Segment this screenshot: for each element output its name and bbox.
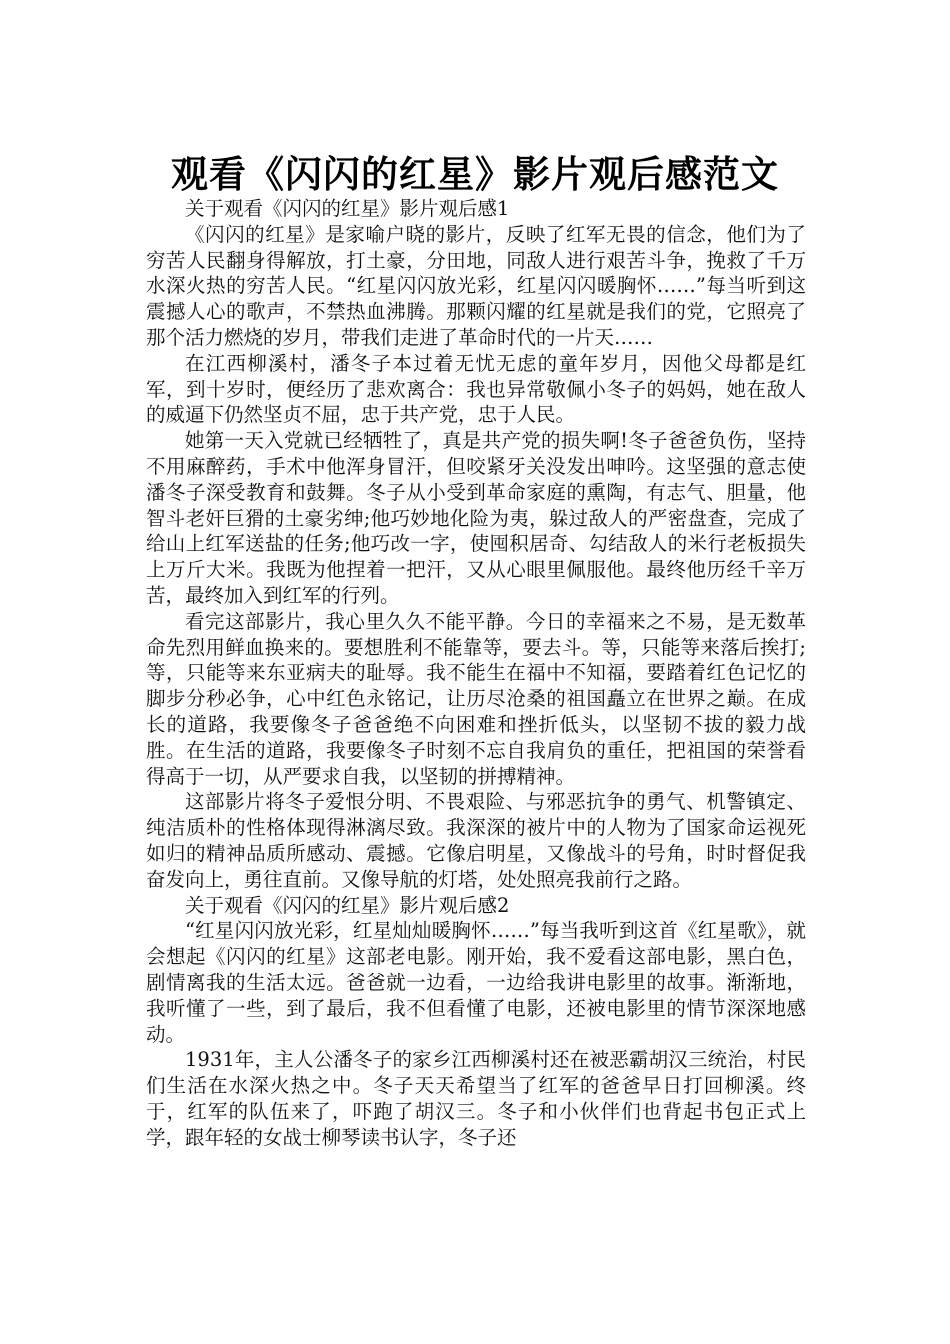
paragraph: 看完这部影片，我心里久久不能平静。今日的幸福来之不易，是无数革命先烈用鲜血换来的。要想胜利不能靠等，要去斗。等，只能等来落后挨打;等，只能等来东亚病夫的耻辱。我不能生在福中不知福，要踏着红色记忆的脚步分秒必争，心中红色永铭记，让历尽沧桑的祖国矗立在世界之巅。在成长的道路，我要像冬子爸爸绝不向困难和挫折低头，以坚韧不拔的毅力战胜。在生活的道路，我要像冬子时刻不忘自我肩负的重任，把祖国的荣誉看得高于一切，从严要求自我，以坚韧的拼搏精神。 [146, 609, 806, 788]
section-heading-1: 关于观看《闪闪的红星》影片观后感1 [185, 197, 510, 220]
paragraph: 这部影片将冬子爱恨分明、不畏艰险、与邪恶抗争的勇气、机警镇定、纯洁质朴的性格体现得淋漓尽致。我深深的被片中的人物为了国家命运视死如归的精神品质所感动、震撼。它像启明星，又像战斗的号角，时时督促我奋发向上，勇往直前。又像导航的灯塔，处处照亮我前行之路。 [146, 790, 806, 891]
section-heading-2: 关于观看《闪闪的红星》影片观后感2 [185, 893, 510, 917]
paragraph: 《闪闪的红星》是家喻户晓的影片，反映了红军无畏的信念，他们为了穷苦人民翻身得解放，打土豪，分田地，同敌人进行艰苦斗争，挽救了千万水深火热的穷苦人民。“红星闪闪放光彩，红星闪闪暖胸怀……”每当听到这震撼人心的歌声，不禁热血沸腾。那颗闪耀的红星就是我们的党，它照亮了那个活力燃烧的岁月，带我们走进了革命时代的一片天…… [146, 222, 806, 349]
paragraph: “红星闪闪放光彩，红星灿灿暖胸怀……”每当我听到这首《红星歌》，就会想起《闪闪的红星》这部老电影。刚开始，我不爱看这部电影，黑白色，剧情离我的生活太远。爸爸就一边看，一边给我讲电影里的故事。渐渐地，我听懂了一些，到了最后，我不但看懂了电影，还被电影里的情节深深地感动。 [146, 919, 806, 1046]
paragraph: 1931年，主人公潘冬子的家乡江西柳溪村还在被恶霸胡汉三统治，村民们生活在水深火热之中。冬子天天希望当了红军的爸爸早日打回柳溪。终于，红军的队伍来了，吓跑了胡汉三。冬子和小伙伴们也背起书包正式上学，跟年轻的女战士柳琴读书认字，冬子还 [146, 1048, 806, 1149]
paragraph: 在江西柳溪村，潘冬子本过着无忧无虑的童年岁月，因他父母都是红军，到十岁时，便经历了悲欢离合：我也异常敬佩小冬子的妈妈，她在敌人的威逼下仍然坚贞不屈，忠于共产党，忠于人民。 [146, 351, 806, 427]
document-body [146, 196, 806, 1150]
paragraph: 她第一天入党就已经牺牲了，真是共产党的损失啊!冬子爸爸负伤，坚持不用麻醉药，手术中他浑身冒汗，但咬紧牙关没发出呻吟。这坚强的意志使潘冬子深受教育和鼓舞。冬子从小受到革命家庭的熏陶，有志气、胆量，他智斗老奸巨猾的土豪劣绅;他巧妙地化险为夷，躲过敌人的严密盘查，完成了给山上红军送盐的任务;他巧改一字，使囤积居奇、勾结敌人的米行老板损失上万斤大米。我既为他捏着一把汗，又从心眼里佩服他。最终他历经千辛万苦，最终加入到红军的行列。 [146, 429, 806, 607]
document-title: 观看《闪闪的红星》影片观后感范文 [171, 152, 779, 196]
